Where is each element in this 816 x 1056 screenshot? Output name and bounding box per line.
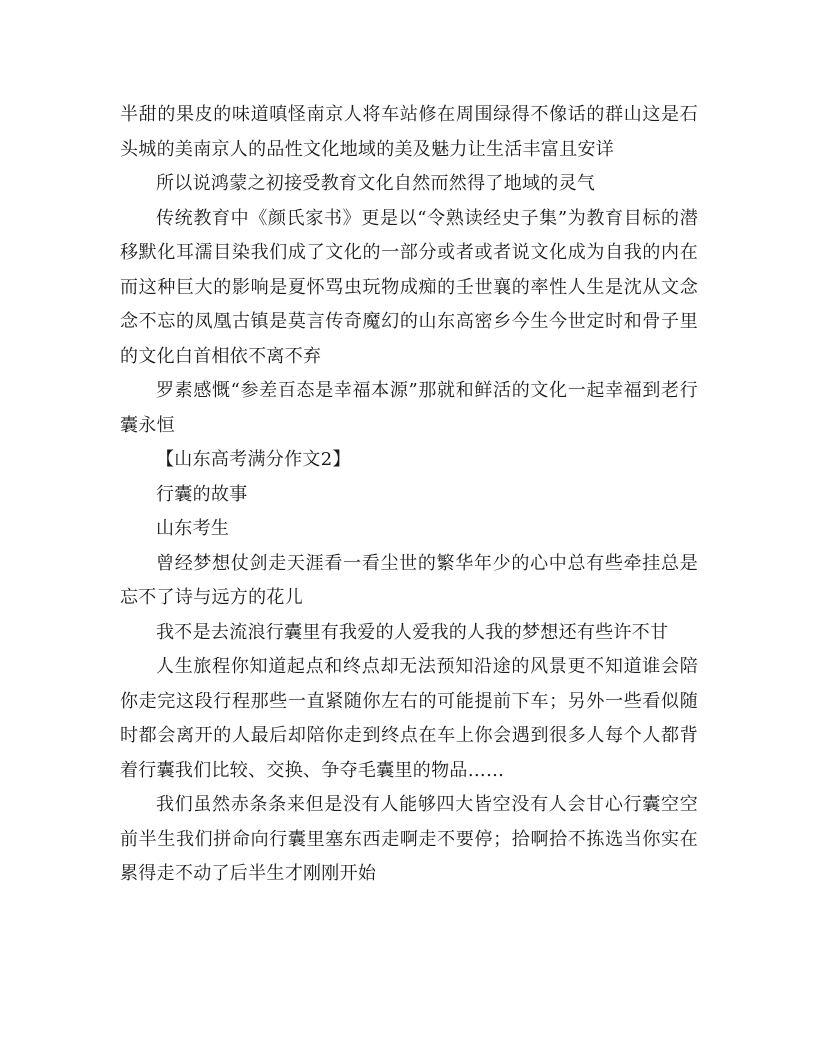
- paragraph-5: 曾经梦想仗剑走天涯看一看尘世的繁华年少的心中总有些牵挂总是忘不了诗与远方的花儿: [120, 552, 698, 608]
- essay-author: 山东考生: [156, 518, 230, 539]
- paragraph-8: 我们虽然赤条条来但是没有人能够四大皆空没有人会甘心行囊空空前半生我们拼命向行囊里塞东西走啊走不要停；拾啊拾不拣选当你实在累得走不动了后半生才刚刚开始: [120, 794, 698, 884]
- paragraph-7: 人生旅程你知道起点和终点却无法预知沿途的风景更不知道谁会陪你走完这段行程那些一直紧随你左右的可能提前下车；另外一些看似随时都会离开的人最后却陪你走到终点在车上你会遇到很多人每个人都背着行囊我们比较、交换、争夺毛囊里的物品……: [120, 656, 698, 781]
- section-heading: 【山东高考满分作文2】: [156, 449, 351, 470]
- paragraph-1: 半甜的果皮的味道嗔怪南京人将车站修在周围绿得不像话的群山这是石头城的美南京人的品性文化地域的美及魅力让生活丰富且安详: [120, 104, 698, 160]
- paragraph-3: 传统教育中《颜氏家书》更是以“令熟读经史子集”为教育目标的潜移默化耳濡目染我们成了文化的一部分或者或者说文化成为自我的内在而这种巨大的影响是夏怀骂虫玩物成痴的壬世襄的率性人生是沈从文念念不忘的凤凰古镇是莫言传奇魔幻的山东高密乡今生今世定时和骨子里的文化白首相依不离不弃: [120, 207, 698, 367]
- document-body: [120, 98, 698, 892]
- paragraph-2: 所以说鸿蒙之初接受教育文化自然而然得了地域的灵气: [156, 173, 596, 194]
- paragraph-6: 我不是去流浪行囊里有我爱的人爱我的人我的梦想还有些许不甘: [156, 621, 669, 643]
- essay-title: 行囊的故事: [156, 483, 248, 505]
- paragraph-4: 罗素感慨“参差百态是幸福本源”那就和鲜活的文化一起幸福到老行囊永恒: [120, 380, 698, 436]
